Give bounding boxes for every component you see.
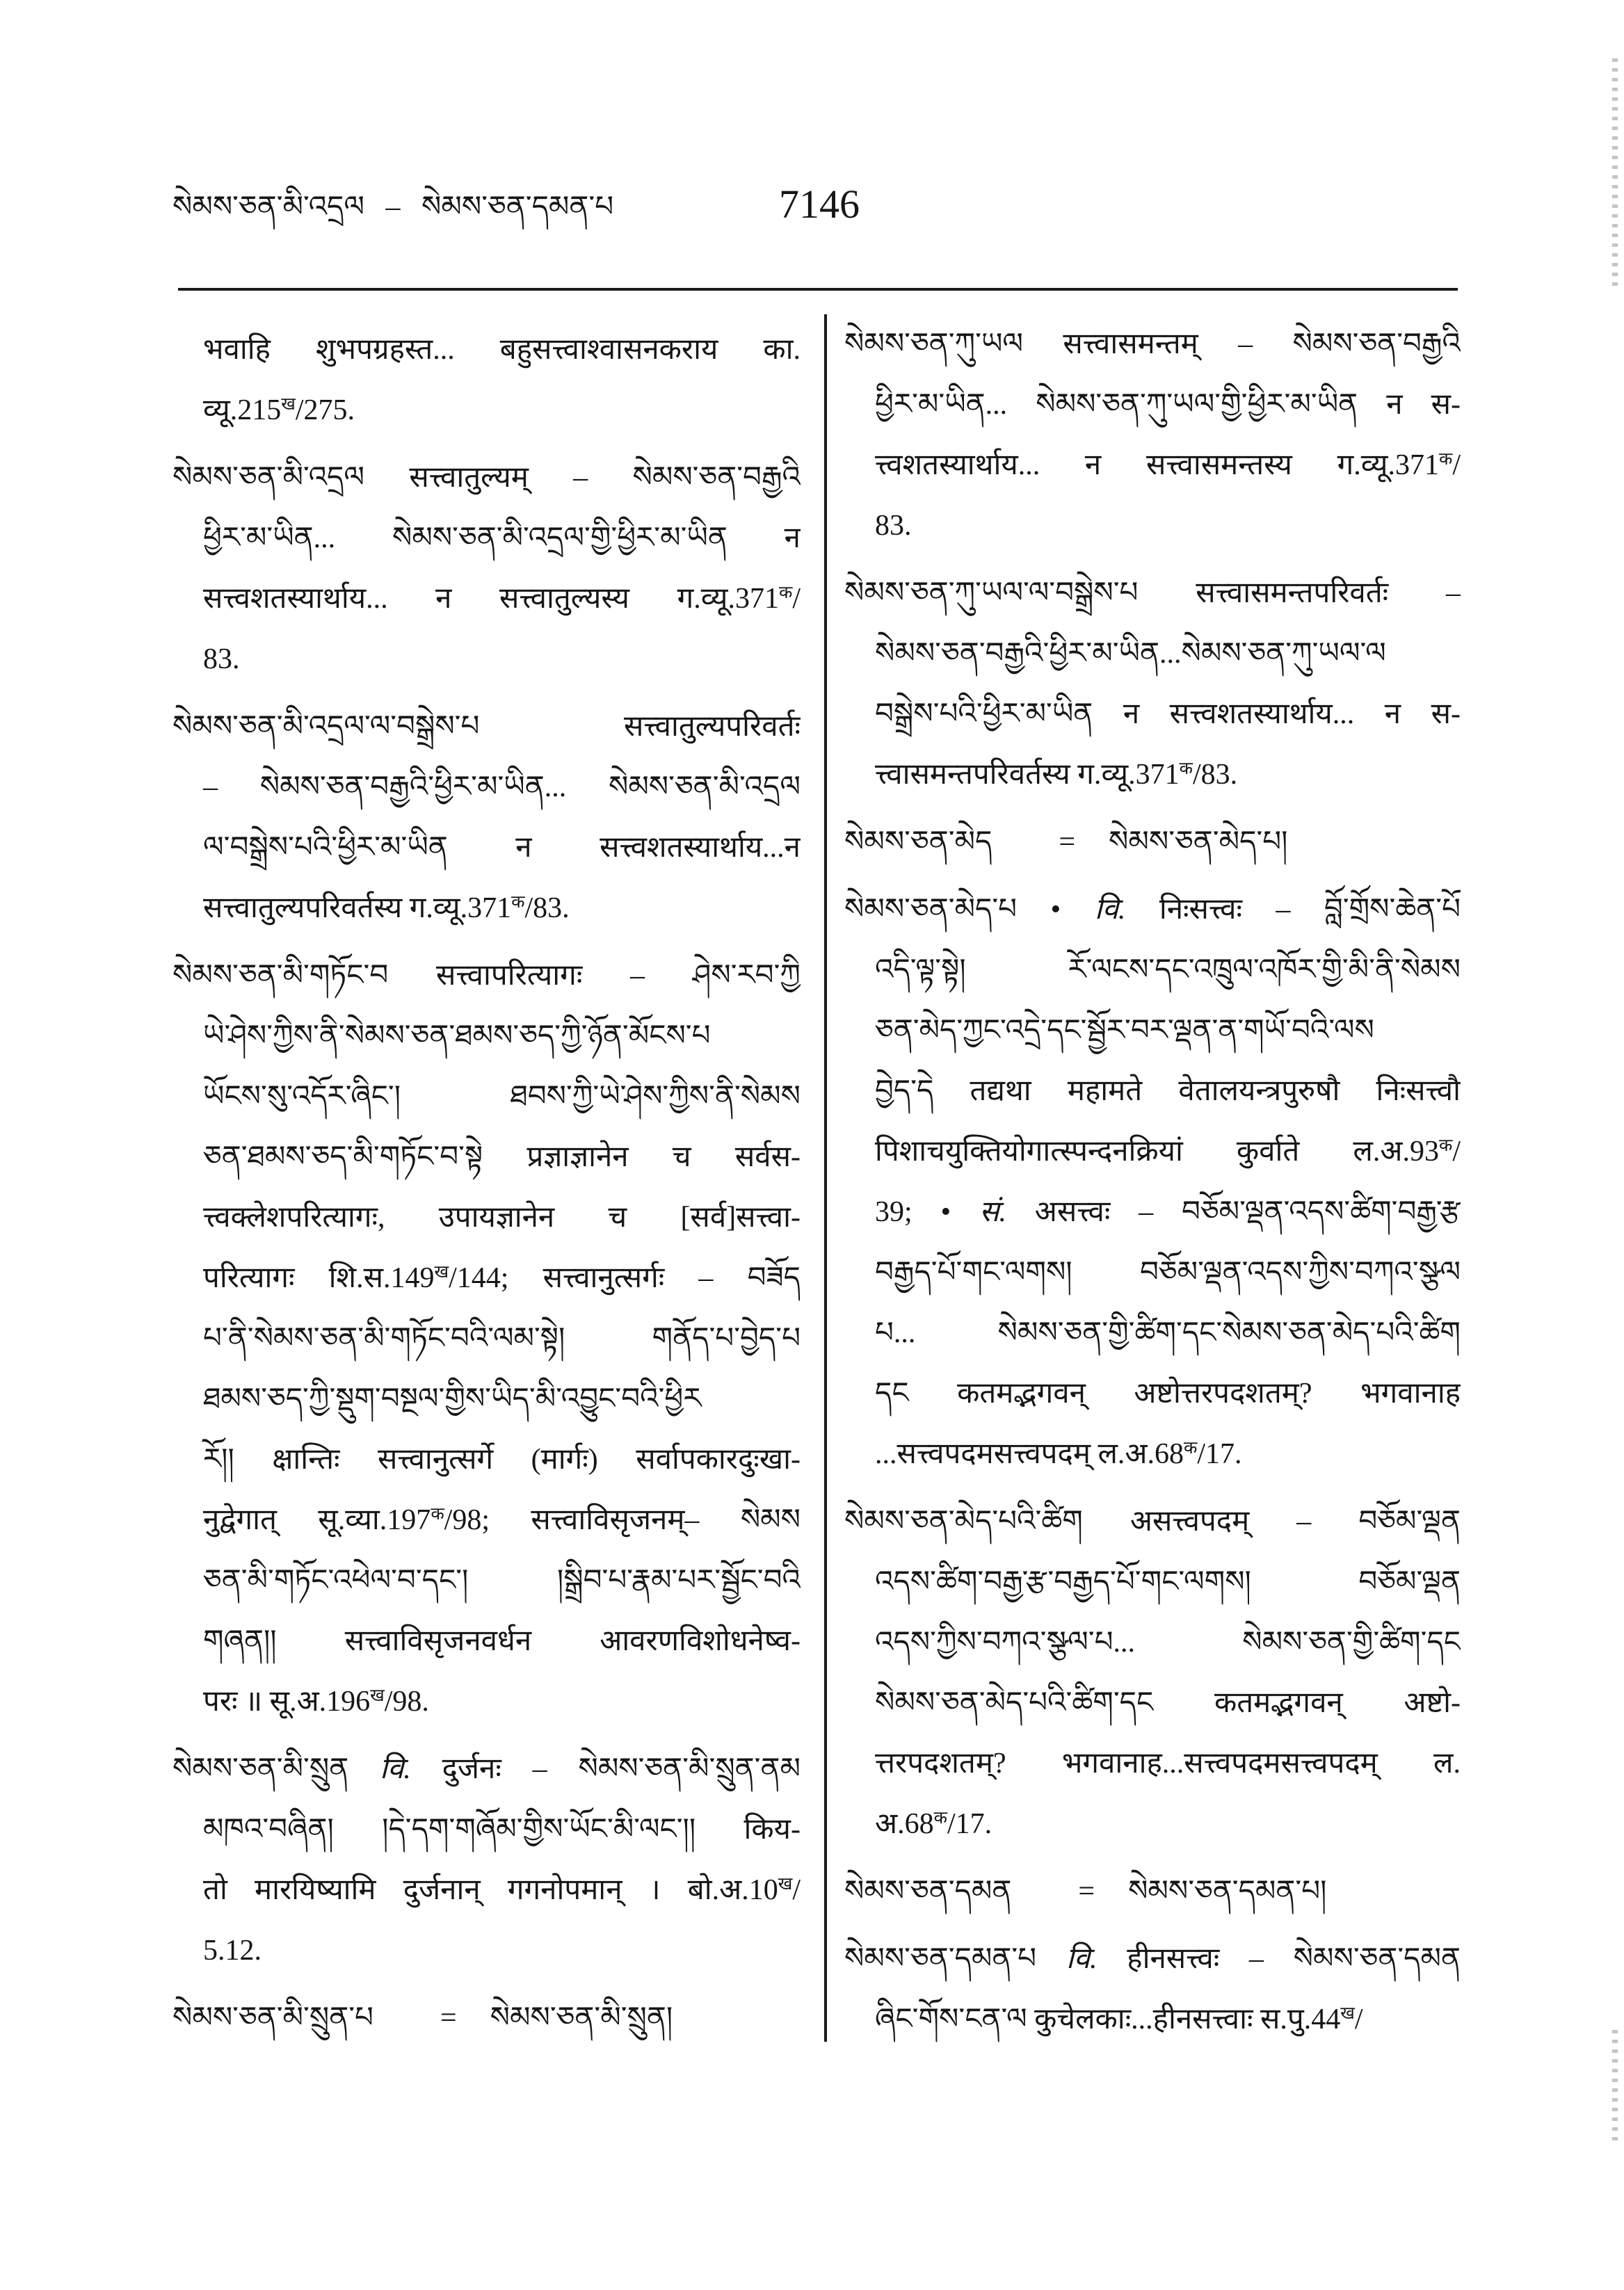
entry-text: तो मारयिष्यामि दुर्जनान् गगनोपमान् । बो.अ.10 [203, 1874, 778, 1906]
entry-line [844, 1303, 1461, 1364]
entry-text: / [1354, 2003, 1363, 2035]
xref-target: སེམས་ཅན་མེད་པ། [1109, 826, 1288, 858]
entry-line [844, 435, 1461, 496]
entry-text: སེམས་ཅན་མི་སྲུན [172, 1753, 380, 1785]
entry-text: ཅན་ཐམས་ཅད་མི་གཏོང་བ་སྟེ प्रज्ञाज्ञानेन च सर्वस- [203, 1141, 801, 1173]
entry-line [844, 1122, 1461, 1182]
xref-headword: སེམས་ཅན་མེད [844, 826, 992, 858]
entry-text: /98; सत्त्वाविसृजनम्– སེམས [444, 1504, 801, 1536]
entry-text: ཐམས་ཅད་ཀྱི་སྡུག་བསྔལ་གྱིས་ཡིད་མི་འབྱུང་བའི་ཕྱིར [203, 1383, 702, 1415]
dictionary-entry [844, 1929, 1461, 2050]
folio-superscript: ख [1340, 2004, 1355, 2024]
entry-text: /275. [295, 394, 355, 426]
xref-headword: སེམས་ཅན་མི་སྲུན་པ [172, 2002, 373, 2034]
entry-text: སེམས་ཅན་བརྒྱའི་ཕྱིར་མ་ཡིན...སེམས་ཅན་ཀུ་ཡལ་ལ [875, 638, 1386, 670]
entry-text: སེམས་ཅན་མེད་པ • [844, 894, 1095, 926]
xref-equals-sign: = [440, 2002, 457, 2034]
entry-text: ཅན་མེད་ཀྱང་འདྲེ་དང་སྦྱོར་བར་ལྡན་ན་གཡོ་བའི་ལས [875, 1015, 1374, 1047]
entry-text: असत्त्वः – བཅོམ་ལྡན་འདས་ཚིག་བརྒྱ་རྩ [1006, 1196, 1461, 1228]
entry-text: ...सत्त्वपदमसत्त्वपदम् ल.अ.68 [875, 1438, 1184, 1470]
entry-text: त्त्वशतस्यार्थाय... न सत्त्वासमन्तस्य ग.व्यू.371 [875, 449, 1439, 481]
entry-text: /144; सत्त्वानुत्सर्गः – བཟོད [449, 1262, 801, 1294]
entry-text: / [792, 1874, 801, 1906]
column-left [172, 320, 801, 2058]
entry-line [844, 496, 1461, 556]
entry-text: དང कतमद्भगवन् अष्टोत्तरपदशतम्? भगवानाह [875, 1378, 1461, 1410]
entry-line [172, 1188, 801, 1248]
entry-line [844, 1734, 1461, 1794]
entry-text: རོ།། क्षान्तिः सत्त्वानुत्सर्गे (मार्गः) सर्वापकारदुःखा- [203, 1444, 801, 1476]
entry-text: བརྒྱད་པོ་གང་ལགས། བཅོམ་ལྡན་འདས་ཀྱིས་བཀའ་སྩལ [875, 1257, 1461, 1289]
entry-line [844, 1990, 1461, 2050]
entry-line [844, 375, 1461, 435]
entry-text: ཞིང་གོས་ངན་ལ कुचेलकाः...हीनसत्त्वाः स.पु.44 [875, 2003, 1341, 2035]
entry-line [844, 1794, 1461, 1855]
dictionary-entry [844, 563, 1461, 805]
entry-line [844, 1182, 1461, 1243]
running-head [172, 185, 771, 229]
entry-line [172, 1551, 801, 1611]
entry-text: འདས་ཀྱིས་བཀའ་སྩལ་པ... སེམས་ཅན་གྱི་ཚིག་དང [875, 1627, 1461, 1659]
grammar-abbreviation: वि. [380, 1753, 411, 1785]
dictionary-entry [172, 697, 801, 939]
entry-text: हीनसत्त्वः – སེམས་ཅན་དམན [1097, 1943, 1461, 1975]
entry-text: སེམས་ཅན་མེད་པའི་ཚིག असत्त्वपदम् – བཅོམ་ལྡན [844, 1506, 1461, 1538]
scan-edge-artifact [1612, 2030, 1618, 2147]
entry-text: /83. [1192, 759, 1238, 791]
entry-line [844, 1613, 1461, 1673]
entry-text: त्तरपदशतम्? भगवानाह...सत्त्वपदमसत्त्वपदम् ल. [875, 1748, 1461, 1780]
entry-text: པ... སེམས་ཅན་གྱི་ཚིག་དང་སེམས་ཅན་མེད་པའི་ཚིག [875, 1317, 1461, 1349]
entry-line [844, 745, 1461, 805]
entry-text: ཕྱིར་མ་ཡིན... སེམས་ཅན་མི་འདྲལ་གྱི་ཕྱིར་མ་ཡིན न [203, 522, 801, 554]
entry-line [844, 684, 1461, 745]
entry-continued-from-previous-page [172, 320, 801, 441]
dictionary-entry [844, 1492, 1461, 1855]
entry-text: ཡེ་ཤེས་ཀྱིས་ནི་སེམས་ཅན་ཐམས་ཅད་ཀྱི་ཉོན་མོངས་པ [203, 1020, 711, 1052]
folio-superscript: क [933, 1809, 947, 1828]
entry-text: त्त्वासमन्तपरिवर्तस्य ग.व्यू.371 [875, 759, 1180, 791]
entry-text: परः ॥ सू.अ.196 [203, 1686, 371, 1718]
entry-text: – སེམས་ཅན་བརྒྱའི་ཕྱིར་མ་ཡིན... སེམས་ཅན་མི་འདྲལ [203, 771, 801, 803]
entry-line [844, 1492, 1461, 1552]
entry-text: /98. [384, 1686, 429, 1718]
entry-line [172, 946, 801, 1006]
folio-superscript: क [511, 893, 525, 912]
entry-line [172, 629, 801, 690]
grammar-abbreviation: वि. [1066, 1943, 1098, 1975]
running-head-separator: – [385, 191, 401, 223]
entry-text: त्त्वक्लेशपरित्यागः, उपायज्ञानेन च [सर्व]सत्त्वा- [203, 1202, 801, 1234]
entry-text: /17. [1197, 1438, 1242, 1470]
entry-line [844, 1552, 1461, 1613]
entry-text: नुद्वेगात् सू.व्या.197 [203, 1504, 431, 1536]
entry-text: བྱེད་དེ तद्यथा महामते वेतालयन्त्रपुरुषौ निःसत्त्वौ [875, 1075, 1461, 1107]
cross-reference-entry [844, 1862, 1461, 1922]
entry-line [172, 1127, 801, 1188]
entry-text: སེམས་ཅན་མི་གཏོང་བ सत्त्वापरित्यागः – ཤེས་རབ་ཀྱི [172, 960, 801, 992]
folio-superscript: ख [778, 1875, 793, 1894]
entry-line [844, 1673, 1461, 1734]
folio-superscript: ख [434, 1263, 449, 1282]
entry-text: / [792, 583, 801, 615]
xref-equals-sign: = [1059, 826, 1076, 858]
grammar-abbreviation: सं. [979, 1196, 1006, 1228]
entry-line [172, 448, 801, 508]
entry-text: दुर्जनः – སེམས་ཅན་མི་སྲུན་ནམ [410, 1753, 801, 1785]
entry-text: བསྒྲེས་པའི་ཕྱིར་མ་ཡིན न सत्त्वशतस्यार्थाय... न स- [875, 698, 1461, 730]
entry-line [172, 757, 801, 818]
xref-target: སེམས་ཅན་མི་སྲུན། [490, 2002, 673, 2034]
entry-line [172, 1672, 801, 1732]
entry-line [172, 380, 801, 441]
entry-line [844, 563, 1461, 624]
entry-line [172, 1611, 801, 1672]
entry-line [172, 508, 801, 569]
entry-line [172, 818, 801, 878]
entry-line [172, 1921, 801, 1981]
entry-line [844, 1424, 1461, 1485]
folio-superscript: क [778, 583, 793, 603]
folio-superscript: ख [370, 1686, 385, 1706]
entry-text: སེམས་ཅན་མེད་པའི་ཚིག་དང कतमद्भगवन् अष्टो- [875, 1687, 1461, 1719]
entry-text: सत्त्वातुल्यपरिवर्तस्य ग.व्यू.371 [203, 892, 512, 924]
entry-text: ཕྱིར་མ་ཡིན... སེམས་ཅན་ཀུ་ཡལ་གྱི་ཕྱིར་མ་ཡིན न स- [875, 389, 1461, 421]
cross-reference-entry [844, 812, 1461, 873]
entry-line [844, 880, 1461, 940]
grammar-abbreviation: वि. [1094, 894, 1126, 926]
entry-text: /83. [524, 892, 570, 924]
entry-line [172, 1739, 801, 1800]
entry-line [844, 940, 1461, 1001]
entry-line [172, 1248, 801, 1309]
entry-text: འདི་ལྟ་སྟེ། རོ་ལངས་དང་འཁྲུལ་འཁོར་གྱི་མི་ནི་སེམས [875, 954, 1461, 986]
entry-text: / [1452, 1136, 1461, 1168]
entry-line [844, 1001, 1461, 1061]
scan-edge-artifact [1612, 58, 1618, 292]
folio-superscript: क [1438, 1136, 1453, 1156]
entry-text: भवाहि शुभपग्रहस्त... बहुसत्त्वाश्वासनकराय का. [203, 334, 801, 366]
entry-line [844, 314, 1461, 375]
entry-line [172, 1309, 801, 1369]
header-rule [178, 288, 1458, 291]
entry-text: གཞན།། सत्त्वाविसृजनवर्धन आवरणविशोधनेष्व- [203, 1625, 801, 1657]
entry-line [172, 1430, 801, 1490]
entry-line [172, 1006, 801, 1067]
entry-text: ཅན་མི་གཏོང་འཕེལ་བ་དང་། །སྒྲིབ་པ་རྣམ་པར་སྦྱོང་བའི [203, 1565, 801, 1597]
dictionary-entry [172, 1739, 801, 1981]
entry-text: परित्यागः शि.स.149 [203, 1262, 435, 1294]
dictionary-entry [844, 880, 1461, 1485]
folio-superscript: क [1179, 759, 1193, 779]
entry-line [844, 1243, 1461, 1303]
entry-text: ལ་བསྒྲེས་པའི་ཕྱིར་མ་ཡིན न सत्त्वशतस्यार्थाय...न [203, 832, 801, 864]
folio-superscript: ख [281, 395, 296, 414]
entry-line [172, 1067, 801, 1127]
entry-text: སེམས་ཅན་མི་འདྲལ सत्त्वातुल्यम् – སེམས་ཅན་བརྒྱའི [172, 462, 801, 494]
entry-line [172, 569, 801, 629]
entry-text: སེམས་ཅན་མི་འདྲལ་ལ་བསྒྲེས་པ सत्त्वातुल्यपरिवर्तः [172, 711, 801, 743]
entry-text: 83. [203, 643, 240, 675]
entry-line [172, 1369, 801, 1430]
folio-superscript: क [1184, 1439, 1198, 1458]
entry-text: व्यू.215 [203, 394, 282, 426]
entry-text: / [1452, 449, 1461, 481]
entry-line [172, 1860, 801, 1921]
folio-superscript: क [431, 1505, 444, 1524]
entry-text: सत्त्वशतस्यार्थाय... न सत्त्वातुल्यस्य ग.व्यू.371 [203, 583, 779, 615]
column-right [844, 314, 1461, 2060]
cross-reference-entry [172, 1988, 801, 2049]
entry-text: अ.68 [875, 1808, 934, 1840]
xref-target: སེམས་ཅན་དམན་པ། [1128, 1876, 1327, 1908]
xref-headword: སེམས་ཅན་དམན [844, 1876, 1012, 1908]
entry-line [844, 1061, 1461, 1122]
entry-text: སེམས་ཅན་ཀུ་ཡལ་ལ་བསྒྲེས་པ सत्त्वासमन्तपरिवर्तः – [844, 577, 1461, 609]
entry-text: ཡོངས་སུ་འདོར་ཞིང་། ཐབས་ཀྱི་ཡེ་ཤེས་ཀྱིས་ནི་སེམས [203, 1081, 801, 1113]
entry-line [844, 1929, 1461, 1990]
running-head-first-headword: སེམས་ཅན་མི་འདྲལ [172, 191, 365, 223]
entry-line [844, 1364, 1461, 1424]
entry-text: पिशाचयुक्तियोगात्स्पन्दनक्रियां कुर्वाते ल.अ.93 [875, 1136, 1439, 1168]
entry-text: 5.12. [203, 1935, 262, 1967]
entry-line [172, 320, 801, 380]
entry-text: སེམས་ཅན་ཀུ་ཡལ सत्त्वासमन्तम् – སེམས་ཅན་བརྒྱའི [844, 328, 1461, 360]
page-number: 7146 [779, 182, 860, 227]
entry-text: འདས་ཚིག་བརྒྱ་རྩ་བརྒྱད་པོ་གང་ལགས། བཅོམ་ལྡན [875, 1566, 1461, 1598]
entry-line [172, 1490, 801, 1551]
entry-text: པ་ནི་སེམས་ཅན་མི་གཏོང་བའི་ལམ་སྟེ། གནོད་པ་བྱེད་པ [203, 1323, 801, 1355]
xref-equals-sign: = [1078, 1876, 1095, 1908]
entry-line [172, 1800, 801, 1860]
entry-line [172, 878, 801, 939]
entry-text: མཁའ་བཞིན། །དེ་དག་གཞོམ་གྱིས་ཡོང་མི་ལང་།། किय- [203, 1814, 801, 1846]
dictionary-entry [172, 946, 801, 1732]
column-divider [824, 314, 827, 2042]
entry-text: /17. [947, 1808, 992, 1840]
running-head-last-headword: སེམས་ཅན་དམན་པ [421, 191, 614, 223]
dictionary-entry [844, 314, 1461, 556]
entry-line [172, 697, 801, 757]
dictionary-entry [172, 448, 801, 690]
entry-text: 83. [875, 510, 912, 542]
entry-text: སེམས་ཅན་དམན་པ [844, 1943, 1066, 1975]
entry-text: 39; • [875, 1196, 980, 1228]
entry-line [844, 624, 1461, 684]
folio-superscript: क [1438, 450, 1453, 469]
entry-text: निःसत्त्वः – བློ་གྲོས་ཆེན་པོ [1125, 894, 1461, 926]
